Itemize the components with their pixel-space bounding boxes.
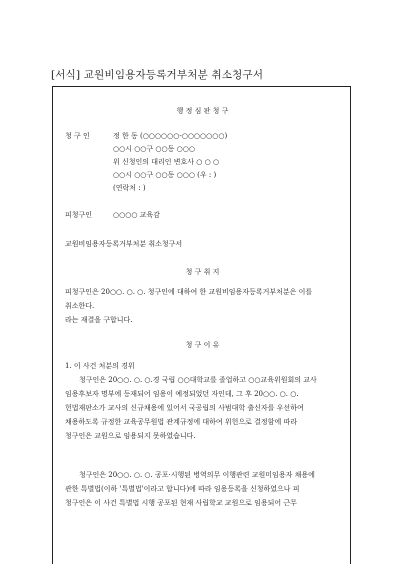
reason-line: 청구인은 교원으로 임용되지 못하였습니다. — [65, 432, 196, 440]
claimant-name: 정 한 동 (○○○○○○-○○○○○○○) — [113, 132, 228, 140]
reason-line: 채용하도록 규정한 교육공무원법 관계규정에 대하여 위헌으로 결정함에 따라 — [65, 418, 297, 426]
respondent-label: 피청구인 — [65, 211, 93, 219]
agent-contact: (연락처 : ) — [113, 184, 146, 192]
reason-line: 청구인은 20○○. ○. ○.경 국립 ○○대학교를 졸업하고 ○○교육위원회의 교사 — [79, 376, 317, 384]
reasons-heading: 청 구 이 유 — [185, 341, 220, 349]
petition-form-frame — [52, 86, 351, 564]
purpose-line: 피청구인은 20○○. ○. ○. 청구인에 대하여 한 교원비임용자등록거부처분은 이를 — [65, 288, 313, 296]
claimant-address: ○○시 ○○구 ○○동 ○○○ — [113, 145, 195, 153]
reason-line: 청구인은 이 사건 특별법 시행 공포된 현재 사립학교 교원으로 임용되어 근무 — [65, 499, 297, 507]
purpose-line: 취소한다. — [65, 302, 95, 310]
form-heading: 행 정 심 판 청 구 — [176, 107, 229, 115]
purpose-heading: 청 구 취 지 — [185, 268, 220, 276]
claim-title: 교원비임용자등록거부처분 취소청구서 — [65, 240, 183, 248]
claimant-label: 청 구 인 — [65, 132, 90, 140]
section-title: 1. 이 사건 처분의 경위 — [65, 362, 135, 370]
document-title: [서식] 교원비임용자등록거부처분 취소청구서 — [51, 69, 264, 81]
agent-address: ○○시 ○○구 ○○동 ○○○ (우 : ) — [113, 171, 217, 179]
reason-line: 헌법재판소가 교사의 신규채용에 있어서 국공립의 사범대학 출신자를 우선하여 — [65, 404, 304, 412]
reason-line: 임용후보자 명부에 등재되어 임용이 예정되었던 자인데, 그 후 20○○. ○. ○. — [65, 390, 299, 398]
reason-line: 관한 특별법(이하 '특별법'이라고 합니다)에 따라 임용등록을 신청하였으나 피 — [65, 485, 300, 493]
purpose-line: 라는 재결을 구합니다. — [65, 316, 133, 324]
claimant-agent: 위 신청인의 대리인 변호사 ○ ○ ○ — [113, 158, 220, 166]
reason-line: 청구인은 20○○. ○. ○. 공포·시행된 병역의무 이행관련 교원미임용자 채용에 — [79, 471, 315, 479]
respondent-value: ○○○○ 교육감 — [113, 211, 160, 219]
